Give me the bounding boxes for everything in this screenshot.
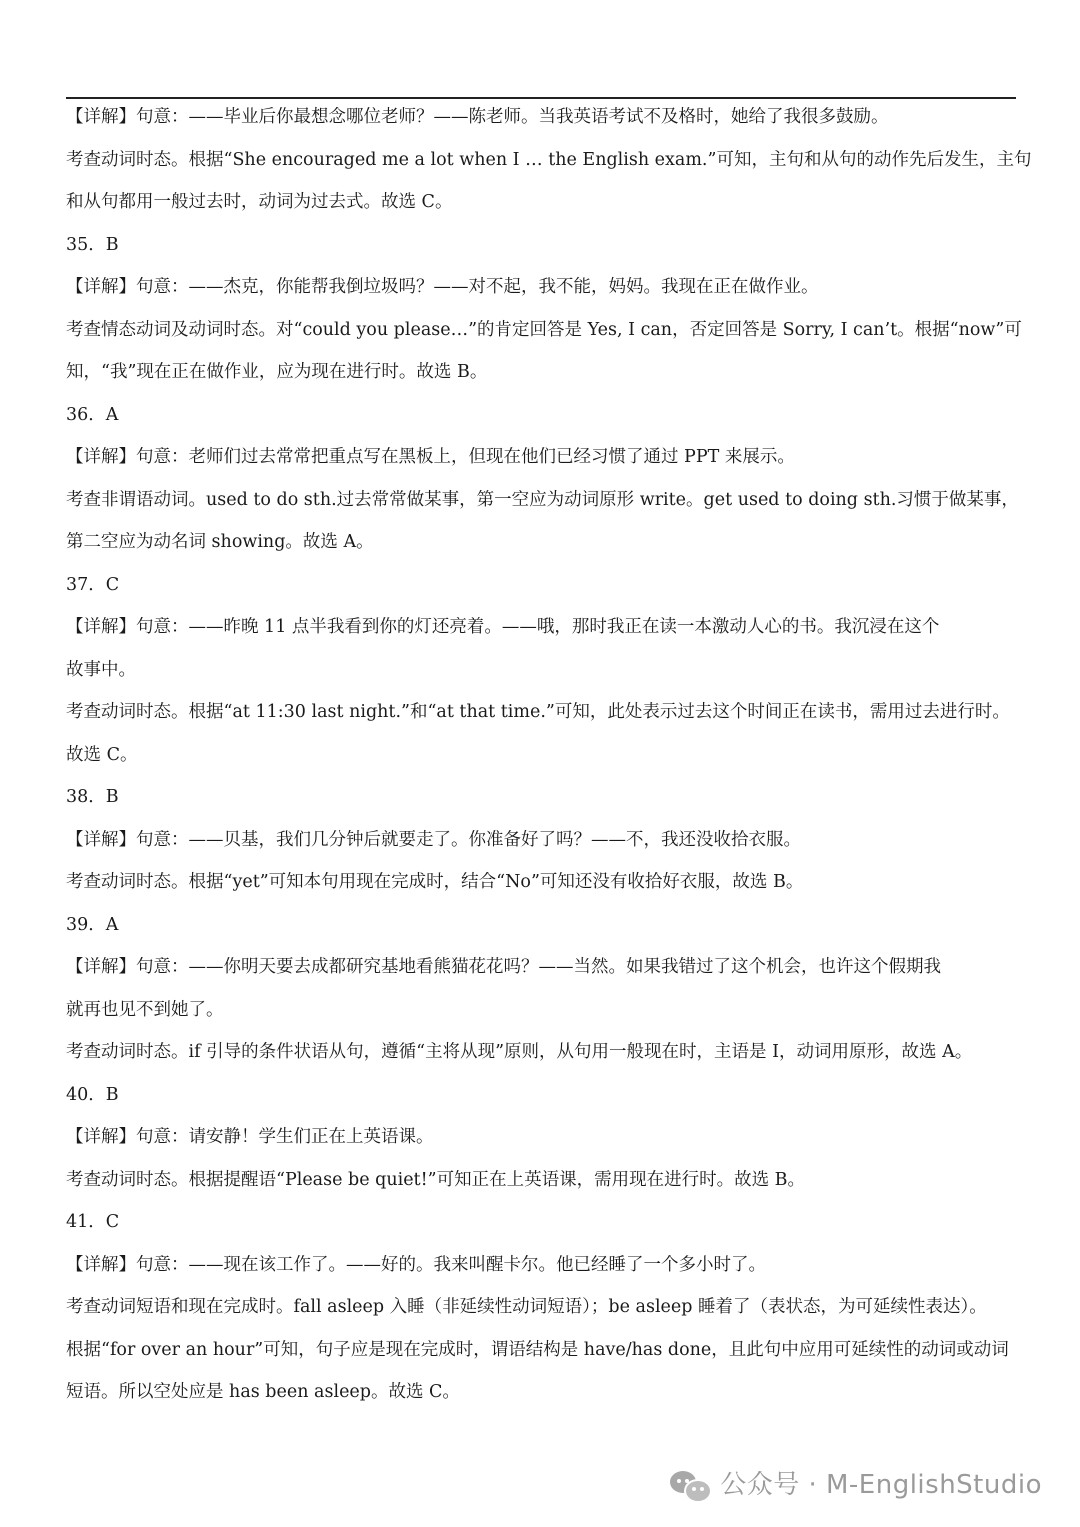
text-line: 【详解】句意：——毕业后你最想念哪位老师？——陈老师。当我英语考试不及格时，她给了我很多鼓励。 bbox=[66, 107, 889, 127]
text-line: 知，“我”现在正在做作业，应为现在进行时。故选 B。 bbox=[66, 362, 488, 382]
wechat-icon bbox=[670, 1467, 710, 1499]
question-number: 41．C bbox=[66, 1212, 120, 1232]
text-line: 就再也见不到她了。 bbox=[66, 999, 224, 1020]
text-line: 【详解】句意：——昨晚 11 点半我看到你的灯还亮着。——哦，那时我正在读一本激动人心的书。我沉浸在这个 bbox=[66, 617, 940, 637]
text-line: 考查动词时态。根据“She encouraged me a lot when I … the English exam.”可知，主句和从句的动作先后发生，主句 bbox=[66, 149, 1032, 170]
question-number: 36．A bbox=[66, 404, 119, 425]
text-line: 考查动词时态。根据“yet”可知本句用现在完成时，结合“No”可知还没有收拾好衣服，故选 B。 bbox=[66, 872, 804, 892]
text-line: 根据“for over an hour”可知，句子应是现在完成时，谓语结构是 have/has done，且此句中应用可延续性的动词或动词 bbox=[66, 1339, 1009, 1360]
watermark bbox=[670, 1464, 1042, 1501]
text-line: 考查动词时态。if 引导的条件状语从句，遵循“主将从现”原则，从句用一般现在时，主语是 I，动词用原形，故选 A。 bbox=[66, 1042, 973, 1062]
text-line: 考查非谓语动词。used to do sth.过去常常做某事，第一空应为动词原形 write。get used to doing sth.习惯于做某事， bbox=[66, 489, 1019, 510]
text-line: 短语。所以空处应是 has been asleep。故选 C。 bbox=[66, 1382, 460, 1402]
text-line: 第二空应为动名词 showing。故选 A。 bbox=[66, 532, 374, 552]
text-line: 考查情态动词及动词时态。对“could you please…”的肯定回答是 Yes, I can，否定回答是 Sorry, I can’t。根据“now”可 bbox=[66, 319, 1022, 340]
text-line: 考查动词时态。根据“at 11:30 last night.”和“at that time.”可知，此处表示过去这个时间正在读书，需用过去进行时。 bbox=[66, 702, 1010, 722]
top-rule bbox=[66, 97, 1016, 99]
text-line: 故事中。 bbox=[66, 659, 136, 680]
text-line: 故选 C。 bbox=[66, 744, 138, 765]
answer-explanations bbox=[66, 107, 1032, 1403]
text-line: 【详解】句意：老师们过去常常把重点写在黑板上，但现在他们已经习惯了通过 PPT 来展示。 bbox=[66, 447, 795, 467]
text-line: 和从句都用一般过去时，动词为过去式。故选 C。 bbox=[66, 192, 453, 212]
question-number: 38．B bbox=[66, 787, 119, 807]
text-line: 考查动词短语和现在完成时。fall asleep 入睡（非延续性动词短语）；be asleep 睡着了（表状态，为可延续性表达）。 bbox=[66, 1297, 987, 1317]
text-line: 【详解】句意：——贝基，我们几分钟后就要走了。你准备好了吗？——不，我还没收拾衣服。 bbox=[66, 829, 801, 850]
question-number: 37．C bbox=[66, 574, 120, 595]
text-line: 【详解】句意：请安静！学生们正在上英语课。 bbox=[66, 1127, 434, 1147]
question-number: 40．B bbox=[66, 1084, 119, 1105]
question-number: 39．A bbox=[66, 914, 119, 935]
text-line: 【详解】句意：——现在该工作了。——好的。我来叫醒卡尔。他已经睡了一个多小时了。 bbox=[66, 1254, 766, 1275]
watermark-text: 公众号 · M-EnglishStudio bbox=[720, 1470, 1042, 1500]
question-number: 35．B bbox=[66, 234, 119, 255]
text-line: 【详解】句意：——你明天要去成都研究基地看熊猫花花吗？——当然。如果我错过了这个机会，也许这个假期我 bbox=[66, 957, 941, 977]
text-line: 考查动词时态。根据提醒语“Please be quiet!”可知正在上英语课，需用现在进行时。故选 B。 bbox=[66, 1169, 805, 1190]
text-line: 【详解】句意：——杰克，你能帮我倒垃圾吗？——对不起，我不能，妈妈。我现在正在做作业。 bbox=[66, 277, 819, 297]
